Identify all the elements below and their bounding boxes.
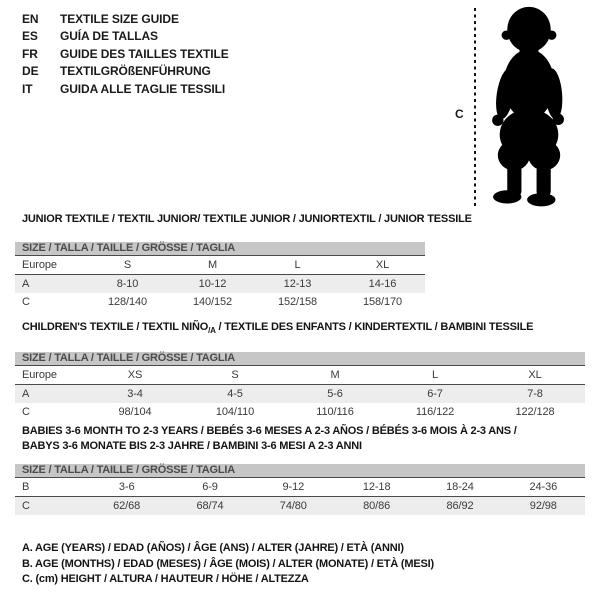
size-cell: 62/68 <box>113 500 141 512</box>
size-header-bar: SIZE / TALLA / TAILLE / GRÖSSE / TAGLIA <box>15 464 585 478</box>
language-label: TEXTILGRÖßENFÜHRUNG <box>60 64 211 79</box>
language-label: GUIDA ALLE TAGLIE TESSILI <box>60 81 226 96</box>
size-cell: XS <box>85 366 185 385</box>
height-measure-dashed-line <box>474 8 476 208</box>
language-row <box>22 10 229 28</box>
section-junior-textile <box>15 212 472 311</box>
table-row <box>15 275 425 294</box>
childrens-size-table <box>15 366 585 421</box>
size-cell: 3-6 <box>85 478 168 497</box>
language-code: DE <box>22 64 39 79</box>
footnote-c: C. (cm) HEIGHT / ALTURA / HAUTEUR / HÖHE / ALTEZZA <box>22 573 309 585</box>
section-title <box>15 320 585 338</box>
row-label: Europe <box>15 366 85 385</box>
babies-size-table <box>15 478 585 515</box>
size-cell: M <box>170 256 255 275</box>
size-cell: 98/104 <box>118 406 152 419</box>
row-label: C <box>22 500 30 512</box>
footnote-b: B. AGE (MONTHS) / EDAD (MESES) / ÂGE (MOIS) / ALTER (MONATE) / ETÀ (MESI) <box>22 557 434 570</box>
junior-size-table <box>15 256 425 311</box>
size-cell: L <box>385 366 485 385</box>
baby-silhouette <box>481 4 577 212</box>
size-cell: 6-9 <box>168 478 251 497</box>
section-title: JUNIOR TEXTILE / TEXTIL JUNIOR/ TEXTILE JUNIOR / JUNIORTEXTIL / JUNIOR TESSILE <box>22 213 472 225</box>
size-cell: XL <box>485 366 585 385</box>
size-cell: 128/140 <box>107 296 148 308</box>
size-cell: S <box>185 366 285 385</box>
size-cell: 110/116 <box>316 406 354 419</box>
size-cell: 140/152 <box>192 296 233 308</box>
table-row <box>15 366 585 385</box>
language-row <box>22 28 229 46</box>
size-cell: 10-12 <box>198 278 227 290</box>
table-row <box>15 293 425 311</box>
size-cell: 24-36 <box>502 478 585 497</box>
size-cell: M <box>285 366 385 385</box>
size-cell: 9-12 <box>252 478 335 497</box>
size-cell: 116/122 <box>415 406 455 419</box>
size-cell: L <box>255 256 340 275</box>
section-title <box>15 424 585 454</box>
language-label: GUÍA DE TALLAS <box>60 29 158 44</box>
row-label: A <box>22 388 30 401</box>
language-code: IT <box>22 81 33 96</box>
row-label: Europe <box>15 256 85 275</box>
size-cell: 86/92 <box>446 500 474 512</box>
footnotes <box>22 541 434 588</box>
row-label: C <box>22 296 30 308</box>
language-label: GUIDE DES TAILLES TEXTILE <box>60 46 229 61</box>
section-babies-textile <box>15 424 585 515</box>
row-label: B <box>15 478 85 497</box>
size-cell: XL <box>340 256 425 275</box>
section-childrens-textile <box>15 320 585 421</box>
size-cell: 92/98 <box>529 500 557 512</box>
language-row <box>22 80 229 98</box>
size-cell: 3-4 <box>127 388 143 401</box>
table-row <box>15 385 585 404</box>
size-cell: 8-10 <box>116 278 139 290</box>
table-row <box>15 403 585 421</box>
table-row <box>15 256 425 275</box>
language-guide-list <box>22 10 229 98</box>
size-cell: 4-5 <box>227 388 243 401</box>
height-measure-label: C <box>455 107 464 121</box>
size-cell: 152/158 <box>277 296 318 308</box>
baby-silhouette-icon <box>481 4 577 212</box>
title-line-2: BABYS 3-6 MONATE BIS 2-3 JAHRE / BAMBINI 3-6 MESI A 2-3 ANNI <box>22 440 362 452</box>
size-cell: 12-18 <box>335 478 418 497</box>
language-row <box>22 63 229 81</box>
size-cell: 5-6 <box>327 388 343 401</box>
footnote-a: A. AGE (YEARS) / EDAD (AÑOS) / ÂGE (ANS) / ALTER (JAHRE) / ETÀ (ANNI) <box>22 542 404 554</box>
size-header-bar: SIZE / TALLA / TAILLE / GRÖSSE / TAGLIA <box>15 242 425 256</box>
table-row <box>15 497 585 516</box>
size-cell: 7-8 <box>527 388 543 401</box>
size-cell: 6-7 <box>427 388 443 401</box>
size-cell: 14-16 <box>368 278 397 290</box>
size-cell: 80/86 <box>363 500 391 512</box>
size-header-bar: SIZE / TALLA / TAILLE / GRÖSSE / TAGLIA <box>15 352 585 366</box>
size-cell: 18-24 <box>418 478 501 497</box>
table-row <box>15 478 585 497</box>
language-code: EN <box>22 11 39 26</box>
title-line-1: BABIES 3-6 MONTH TO 2-3 YEARS / BEBÉS 3-6 MESES A 2-3 AÑOS / BÉBÉS 3-6 MOIS À 2-3 ANS / <box>22 425 517 437</box>
size-cell: S <box>85 256 170 275</box>
size-cell: 12-13 <box>283 278 312 290</box>
language-code: FR <box>22 46 38 61</box>
size-cell: 104/110 <box>215 406 255 419</box>
title-text: CHILDREN'S TEXTILE / TEXTIL NIÑO <box>22 321 209 333</box>
language-row <box>22 45 229 63</box>
language-code: ES <box>22 29 38 44</box>
language-label: TEXTILE SIZE GUIDE <box>60 11 179 26</box>
size-cell: 122/128 <box>515 406 555 419</box>
row-label: A <box>22 278 30 290</box>
title-subscript: /A <box>208 326 216 336</box>
title-text: / TEXTILE DES ENFANTS / KINDERTEXTIL / BAMBINI TESSILE <box>215 321 534 333</box>
size-cell: 74/80 <box>279 500 307 512</box>
row-label: C <box>22 406 30 419</box>
size-cell: 68/74 <box>196 500 224 512</box>
size-cell: 158/170 <box>362 296 403 308</box>
